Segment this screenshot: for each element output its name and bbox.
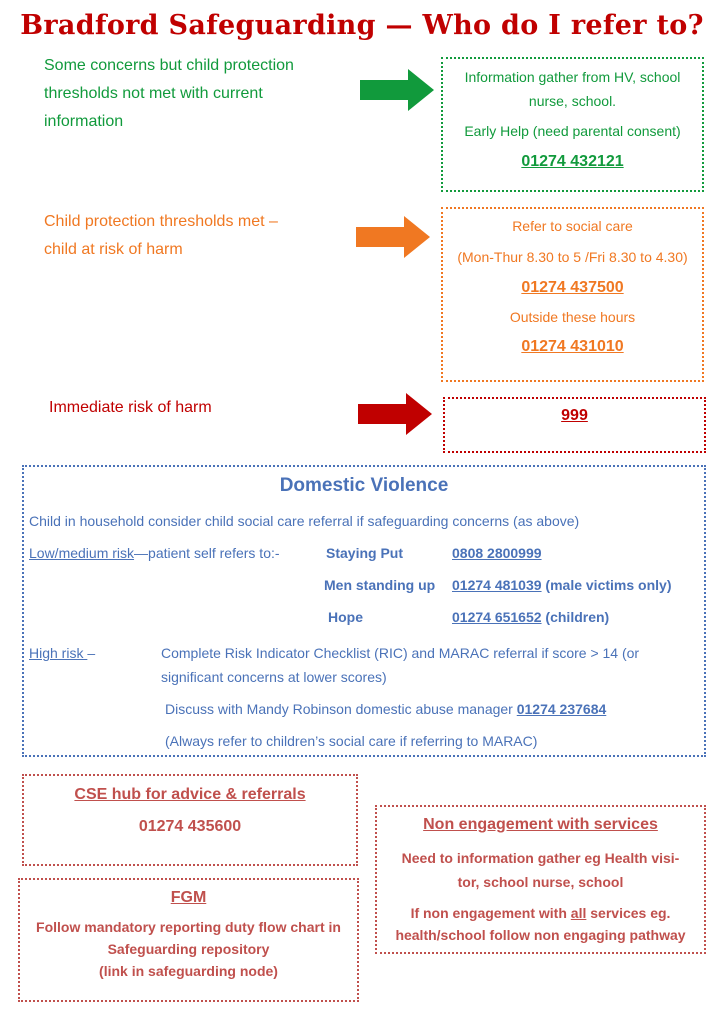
fgm-box bbox=[18, 878, 359, 1002]
service-note-men-standing-up: (male victims only) bbox=[541, 577, 672, 593]
cse-hub-heading: CSE hub for advice & referrals bbox=[74, 786, 306, 803]
service-name-staying-put: Staying Put bbox=[326, 545, 404, 561]
concerns-line-1: Some concerns but child protection bbox=[44, 57, 294, 74]
fgm-line-1: Follow mandatory reporting duty flow chart in bbox=[36, 919, 341, 935]
concerns-line-2: thresholds not met with current bbox=[44, 85, 263, 102]
immediate-risk-text: Immediate risk of harm bbox=[49, 399, 212, 416]
service-hope-contact bbox=[452, 609, 609, 625]
early-help-phone-link[interactable]: 01274 432121 bbox=[521, 153, 624, 170]
discuss-phone-link[interactable]: 01274 237684 bbox=[516, 701, 607, 717]
arrow-right-icon bbox=[358, 393, 432, 435]
non-engagement-box bbox=[375, 805, 706, 954]
high-risk-line-1: Complete Risk Indicator Checklist (RIC) and MARAC referral if score > 14 (or bbox=[161, 645, 640, 661]
emergency-phone-link[interactable]: 999 bbox=[561, 407, 588, 424]
non-engagement-heading: Non engagement with services bbox=[423, 816, 658, 833]
cse-hub-phone[interactable]: 01274 435600 bbox=[138, 818, 242, 835]
non-engagement-line-3c: services eg. bbox=[586, 905, 671, 921]
high-risk-label: High risk bbox=[29, 645, 88, 661]
domestic-violence-heading: Domestic Violence bbox=[279, 475, 449, 496]
early-help-line-2: nurse, school. bbox=[528, 93, 617, 109]
always-refer-text: (Always refer to children’s social care if referring to MARAC) bbox=[165, 733, 538, 749]
dv-intro-text: Child in household consider child social care referral if safeguarding concerns (as above) bbox=[29, 513, 580, 529]
page-title: Bradford Safeguarding — Who do I refer to? bbox=[20, 10, 704, 41]
service-name-men-standing-up: Men standing up bbox=[324, 577, 436, 593]
service-phone-hope[interactable]: 01274 651652 bbox=[452, 609, 542, 625]
domestic-violence-box bbox=[22, 465, 706, 757]
concerns-line-3: information bbox=[44, 113, 124, 130]
service-men-standing-up-contact bbox=[452, 577, 671, 593]
fgm-heading: FGM bbox=[170, 889, 207, 906]
out-of-hours-phone-link[interactable]: 01274 431010 bbox=[521, 338, 624, 355]
low-risk-row bbox=[29, 545, 280, 561]
social-care-line-1: Refer to social care bbox=[512, 218, 633, 234]
fgm-line-3: (link in safeguarding node) bbox=[99, 963, 278, 979]
non-engagement-line-1: Need to information gather eg Health visi- bbox=[401, 850, 680, 866]
concerns-text bbox=[44, 52, 364, 136]
fgm-line-2: Safeguarding repository bbox=[107, 941, 270, 957]
emergency-box bbox=[443, 397, 706, 453]
early-help-line-1: Information gather from HV, school bbox=[464, 69, 681, 85]
high-risk-dash: – bbox=[87, 645, 96, 661]
service-name-hope: Hope bbox=[328, 609, 363, 625]
service-note-hope: (children) bbox=[541, 609, 610, 625]
arrow-right-icon bbox=[356, 216, 430, 258]
low-risk-label: Low/medium risk bbox=[29, 545, 135, 561]
discuss-row bbox=[165, 701, 606, 717]
low-risk-text: —patient self refers to:- bbox=[134, 545, 280, 561]
social-care-hours: (Mon-Thur 8.30 to 5 /Fri 8.30 to 4.30) bbox=[457, 249, 688, 265]
non-engagement-all-emphasis: all bbox=[570, 905, 587, 921]
high-risk-row bbox=[29, 645, 95, 661]
early-help-line-3: Early Help (need parental consent) bbox=[464, 123, 681, 139]
high-risk-line-2: significant concerns at lower scores) bbox=[161, 669, 387, 685]
early-help-box bbox=[441, 57, 704, 192]
social-care-phone-link[interactable]: 01274 437500 bbox=[521, 279, 624, 296]
threshold-text bbox=[44, 208, 354, 264]
service-phone-men-standing-up[interactable]: 01274 481039 bbox=[452, 577, 542, 593]
social-care-box bbox=[441, 207, 704, 382]
arrow-right-icon bbox=[360, 69, 434, 111]
non-engagement-line-3a: If non engagement with bbox=[410, 905, 571, 921]
discuss-text: Discuss with Mandy Robinson domestic abuse manager bbox=[165, 701, 517, 717]
outside-hours-label: Outside these hours bbox=[509, 309, 636, 325]
non-engagement-line-2: tor, school nurse, school bbox=[457, 874, 624, 890]
non-engagement-line-3 bbox=[377, 902, 704, 924]
threshold-line-1: Child protection thresholds met – bbox=[44, 213, 278, 230]
non-engagement-line-4: health/school follow non engaging pathway bbox=[395, 927, 686, 943]
threshold-line-2: child at risk of harm bbox=[44, 241, 183, 258]
cse-hub-box bbox=[22, 774, 358, 866]
service-phone-staying-put[interactable]: 0808 2800999 bbox=[452, 545, 542, 561]
